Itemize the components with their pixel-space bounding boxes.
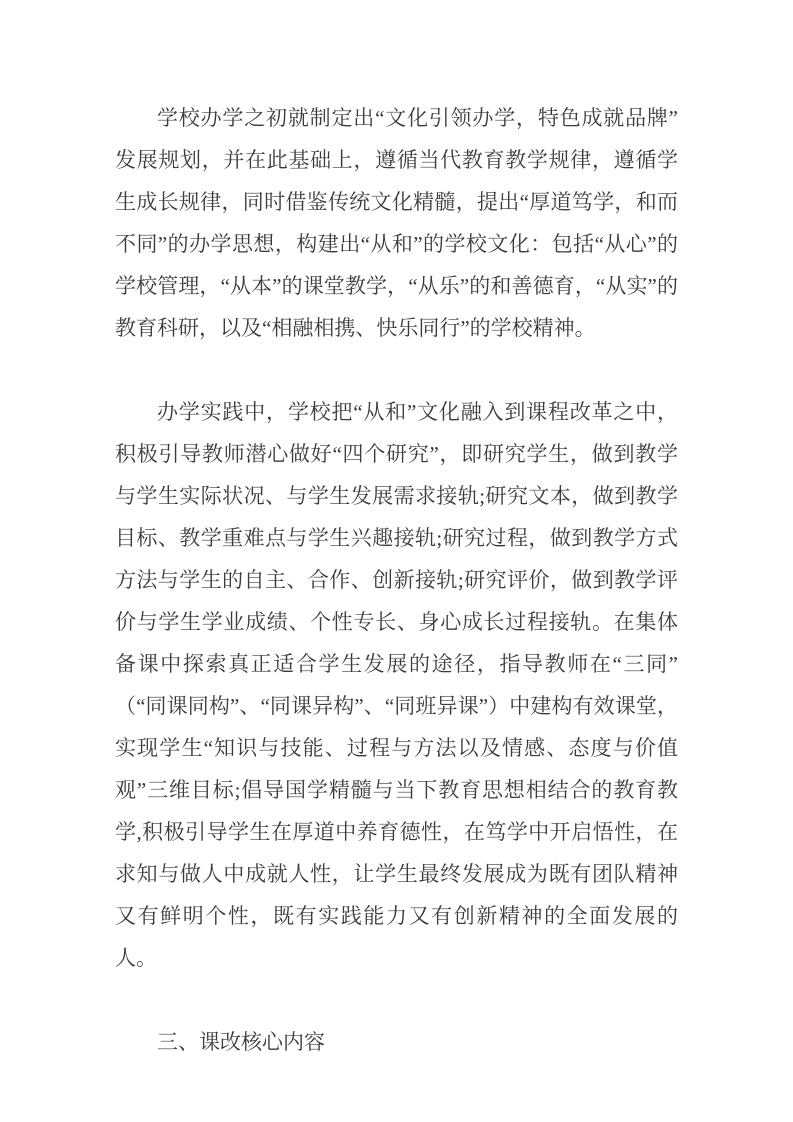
paragraph-school-culture: 学校办学之初就制定出“文化引领办学，特色成就品牌”发展规划，并在此基础上，遵循当代教育教学规律，遵循学生成长规律，同时借鉴传统文化精髓，提出“厚道笃学，和而不同”的办学思想，构建出“从和”的学校文化：包括“从心”的学校管理，“从本”的课堂教学，“从乐”的和善德育，“从实”的教育科研，以及“相融相携、快乐同行”的学校精神。 (115, 106, 678, 340)
paragraph-curriculum-practice: 办学实践中，学校把“从和”文化融入到课程改革之中，积极引导教师潜心做好“四个研究”，即研究学生，做到教学与学生实际状况、与学生发展需求接轨;研究文本，做到教学目标、教学重难点与学生兴趣接轨;研究过程，做到教学方式方法与学生的自主、合作、创新接轨;研究评价，做到教学评价与学生学业成绩、个性专长、身心成长过程接轨。在集体备课中探索真正适合学生发展的途径，指导教师在“三同”（“同课同构”、“同课异构”、“同班异课”）中建构有效课堂，实现学生“知识与技能、过程与方法以及情感、态度与价值观”三维目标;倡导国学精髓与当下教育思想相结合的教育教学,积极引导学生在厚道中养育德性，在笃学中开启悟性，在求知与做人中成就人性，让学生最终发展成为既有团队精神又有鲜明个性，既有实践能力又有创新精神的全面发展的人。 (115, 400, 678, 970)
section-heading-course-reform: 三、课改核心内容 (157, 1030, 325, 1054)
